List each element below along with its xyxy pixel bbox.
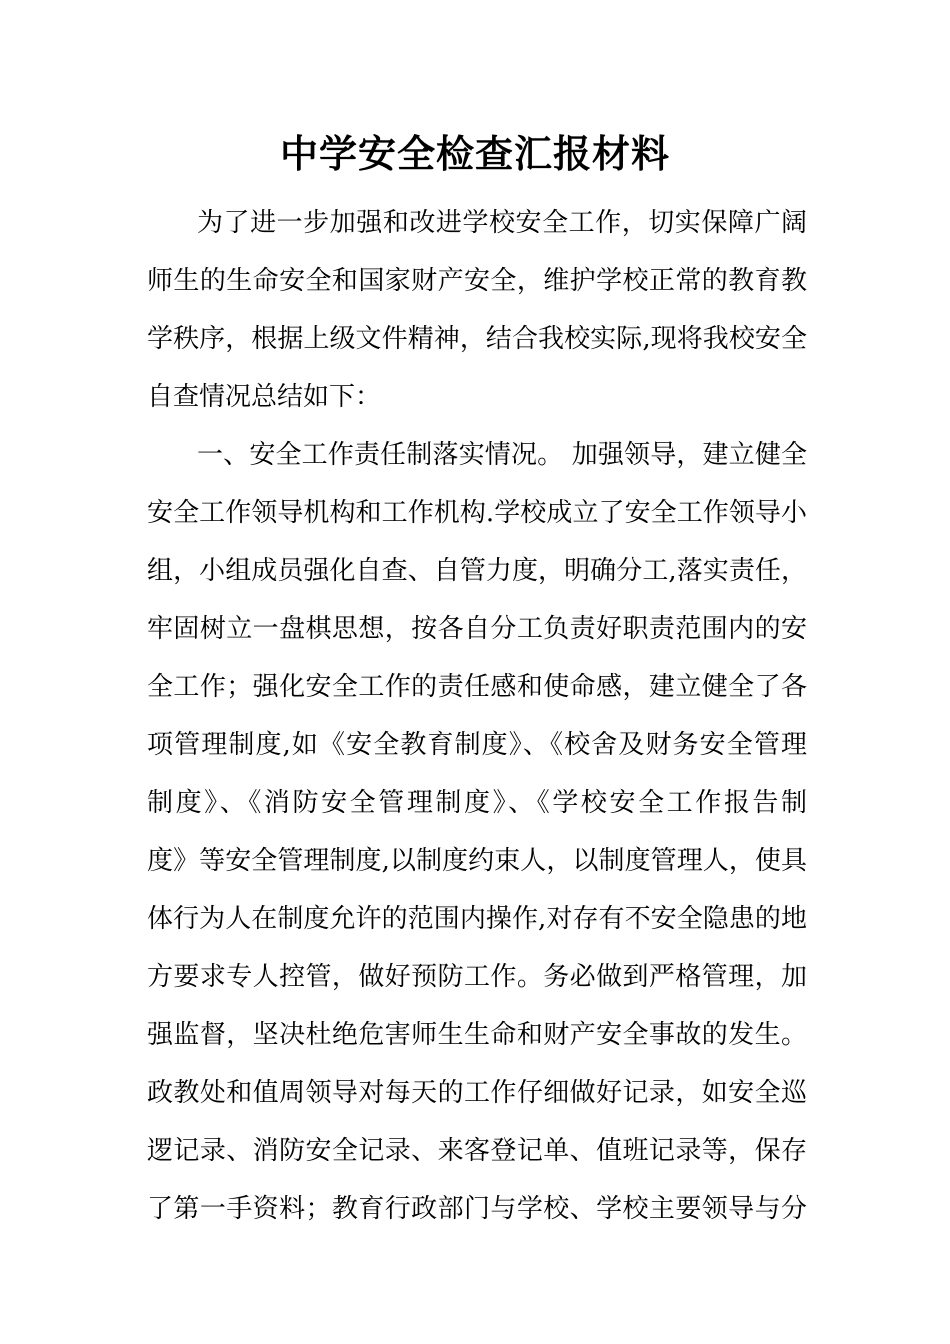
paragraph-line: 全工作；强化安全工作的责任感和使命感，建立健全了各 [147, 672, 807, 702]
paragraph-line: 方要求专人控管，做好预防工作。务必做到严格管理，加 [147, 962, 807, 992]
paragraph-line: 为了进一步加强和改进学校安全工作，切实保障广阔 [197, 208, 807, 238]
paragraph-line: 一、安全工作责任制落实情况。 加强领导，建立健全 [197, 440, 807, 470]
paragraph-line: 牢固树立一盘棋思想，按各自分工负责好职责范围内的安 [147, 614, 807, 644]
paragraph-line: 自查情况总结如下： [147, 382, 382, 412]
paragraph-line: 制度》、《消防安全管理制度》、《学校安全工作报告制 [147, 788, 807, 818]
paragraph-line: 政教处和值周领导对每天的工作仔细做好记录，如安全巡 [147, 1078, 807, 1108]
paragraph-line: 度》等安全管理制度,以制度约束人，以制度管理人，使具 [147, 846, 807, 876]
paragraph-line: 学秩序，根据上级文件精神，结合我校实际,现将我校安全 [147, 324, 807, 354]
document-title: 中学安全检查汇报材料 [279, 131, 670, 176]
paragraph-line: 组，小组成员强化自查、自管力度，明确分工,落实责任， [147, 556, 807, 586]
paragraph-line: 师生的生命安全和国家财产安全，维护学校正常的教育教 [147, 266, 807, 296]
paragraph-line: 安全工作领导机构和工作机构.学校成立了安全工作领导小 [147, 498, 807, 528]
paragraph-line: 项管理制度,如《安全教育制度》、《校舍及财务安全管理 [147, 730, 807, 760]
paragraph-line: 逻记录、消防安全记录、来客登记单、值班记录等，保存 [147, 1136, 807, 1166]
paragraph-line: 强监督，坚决杜绝危害师生生命和财产安全事故的发生。 [147, 1020, 807, 1050]
paragraph-line: 体行为人在制度允许的范围内操作,对存有不安全隐患的地 [147, 904, 807, 934]
paragraph-line: 了第一手资料；教育行政部门与学校、学校主要领导与分 [147, 1194, 807, 1224]
